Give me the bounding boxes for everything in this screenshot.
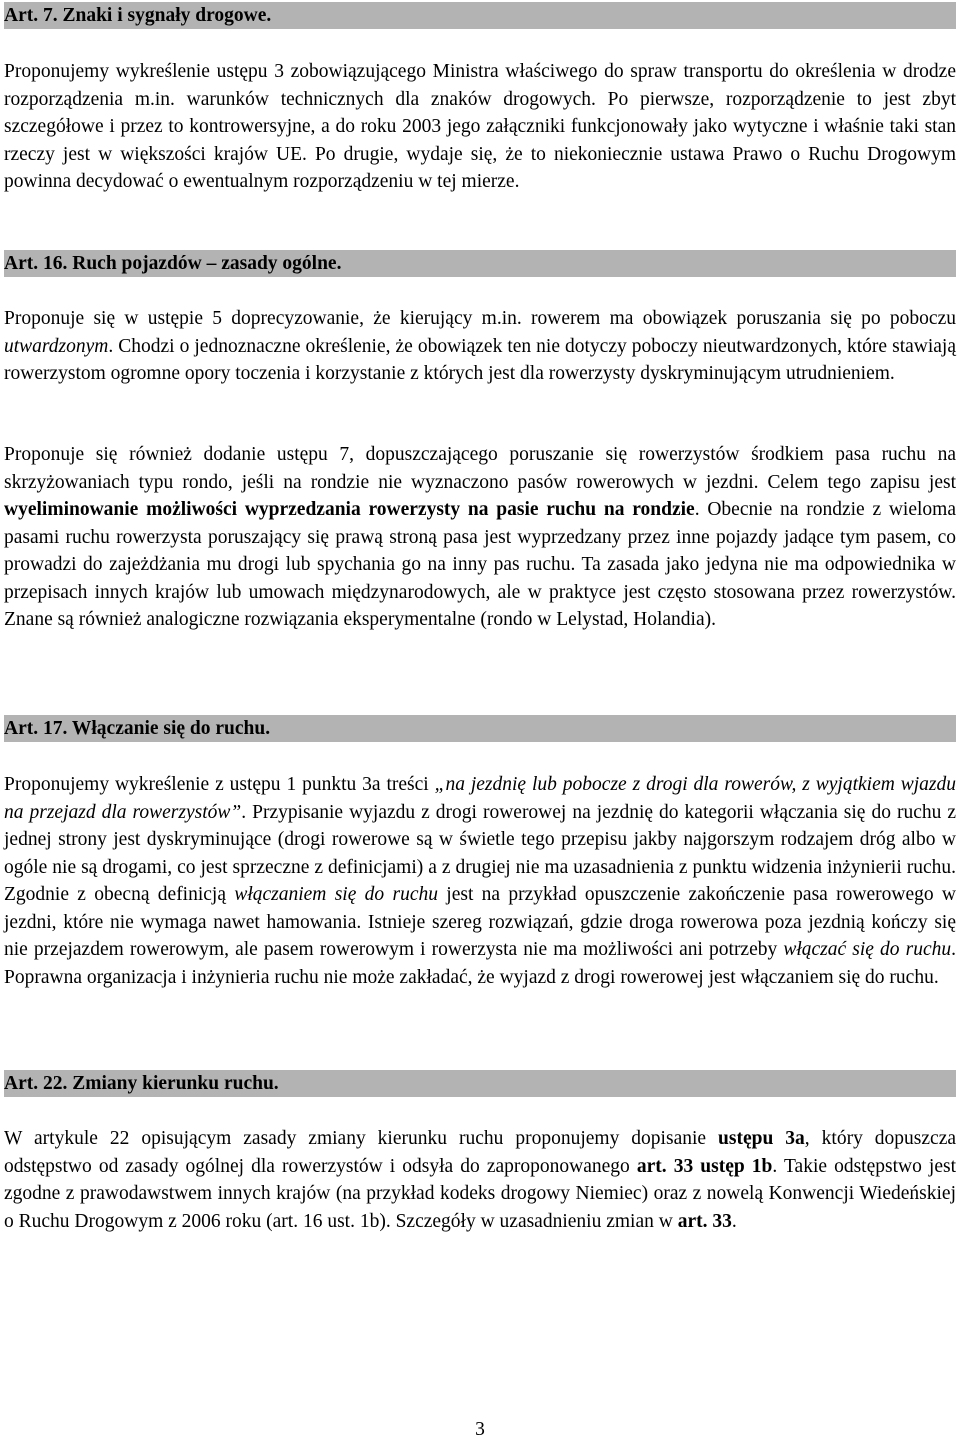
text-run: . Takie odstępstwo jest zgodne z prawodawstwem innych krajów (na przykład kodeks drogowy Niemiec) oraz z nowelą Konwencji Wiedeńskiej o Ruchu Drogowym z 2006 roku (art. 16 ust. 1b). Szczegóły w uzasadnieniu zmian w	[4, 1155, 956, 1232]
italic-run: włączać się do ruchu	[783, 939, 952, 960]
bold-run: art. 33	[677, 1210, 732, 1232]
heading-text: Art. 16. Ruch pojazdów – zasady ogólne.	[4, 253, 342, 274]
heading-text: Art. 22. Zmiany kierunku ruchu.	[4, 1073, 279, 1094]
text-run: . Przypisanie wyjazdu z drogi rowerowej na jezdnię do kategorii włączania się do ruchu z jednej strony jest dyskryminujące (drogi rowerowe są w świetle tego przepisu jakby najgorszym rodzajem dróg albo w ogóle nie są drogami, co jest sprzeczne z definicjami) a z drugiej nie ma uzasadnienia z punktu widzenia inżynierii ruchu. Zgodnie z obecną definicją	[4, 801, 957, 905]
text-run: , który dopuszcza odstępstwo od zasady ogólnej dla rowerzystów i odsyła do zaproponowanego	[4, 1128, 957, 1177]
paragraph-art-22	[4, 1125, 956, 1235]
section-heading-art-22	[4, 1070, 956, 1097]
paragraph-art-17	[4, 771, 956, 991]
paragraph-art-16-2	[4, 441, 956, 634]
page-number: 3	[475, 1419, 485, 1440]
italic-run: „na jezdnię lub pobocze z drogi dla rowerów, z wyjątkiem wjazdu na przejazd dla rowerzystów”	[4, 774, 956, 823]
text-run: . Obecnie na rondzie z wieloma pasami ruchu rowerzysta poruszający się prawą stroną pasa jest wyprzedzany przez inne pojazdy jadące tym pasem, co prowadzi do zajeżdżania mu drogi lub spychania go na inny pas ruchu. Ta zasada jako jedyna nie ma odpowiednika w przepisach innych krajów lub umowach międzynarodowych, ale w praktyce jest często stosowana przez rowerzystów. Znane są również analogiczne rozwiązania eksperymentalne (rondo w Lelystad, Holandia).	[4, 499, 956, 630]
section-heading-art-7	[4, 2, 956, 29]
paragraph-art-16-1	[4, 305, 956, 388]
text-run: W artykule 22 opisującym zasady zmiany kierunku ruchu proponujemy dopisanie	[4, 1128, 719, 1149]
section-heading-art-16	[4, 250, 956, 277]
text-run: Proponuje się w ustępie 5 doprecyzowanie, że kierujący m.in. rowerem ma obowiązek poruszania się po poboczu	[4, 308, 956, 329]
text-run: . Chodzi o jednoznaczne określenie, że obowiązek ten nie dotyczy poboczy nieutwardzonych, które stawiają rowerzystom ogromne opory toczenia i korzystanie z których jest dla rowerzysty dyskryminującym utrudnieniem.	[4, 335, 956, 384]
section-heading-art-17	[4, 715, 956, 742]
text-run: . Poprawna organizacja i inżynieria ruchu nie może zakładać, że wyjazd z drogi rowerowej jest włączaniem się do ruchu.	[4, 939, 956, 988]
heading-text: Art. 7. Znaki i sygnały drogowe.	[4, 5, 272, 26]
bold-run: ustępu 3a	[718, 1128, 805, 1149]
text-run: jest na przykład opuszczenie zakończenie pasa rowerowego w jezdni, które nie wymaga nawet hamowania. Istnieje szereg rozwiązań, gdzie droga rowerowa poza jezdnią kończy się nie przejazdem rowerowym, ale pasem rowerowym i rowerzysta nie ma możliwości ani potrzeby	[4, 884, 956, 960]
text-run: Proponujemy wykreślenie z ustępu 1 punktu 3a treści	[4, 774, 435, 795]
paragraph-art-7	[4, 58, 956, 196]
text-run: .	[731, 1210, 737, 1232]
italic-run: utwardzonym	[4, 335, 109, 357]
text-run: Proponujemy wykreślenie ustępu 3 zobowiązującego Ministra właściwego do spraw transportu do określenia w drodze rozporządzenia m.in. warunków technicznych dla znaków drogowych. Po pierwsze, rozporządzenie to jest zbyt szczegółowe i przez to kontrowersyjne, a do roku 2003 jego załączniki funkcjonowały jako wytyczne i właśnie taki stan rzeczy jest w większości krajów UE. Po drugie, wydaje się, że to niekoniecznie ustawa Prawo o Ruchu Drogowym powinna decydować o ewentualnym rozporządzeniu w tej mierze.	[4, 61, 956, 192]
text-run: Proponuje się również dodanie ustępu 7, dopuszczającego poruszanie się rowerzystów środkiem pasa ruchu na skrzyżowaniach typu rondo, jeśli na rondzie nie wyznaczono pasów rowerowych w jezdni. Celem tego zapisu jest	[4, 444, 956, 493]
bold-run: wyeliminowanie możliwości wyprzedzania rowerzysty na pasie ruchu na rondzie	[4, 499, 695, 520]
heading-text: Art. 17. Włączanie się do ruchu.	[4, 718, 271, 739]
bold-run: art. 33 ustęp 1b	[636, 1155, 773, 1177]
italic-run: włączaniem się do ruchu	[234, 884, 438, 905]
